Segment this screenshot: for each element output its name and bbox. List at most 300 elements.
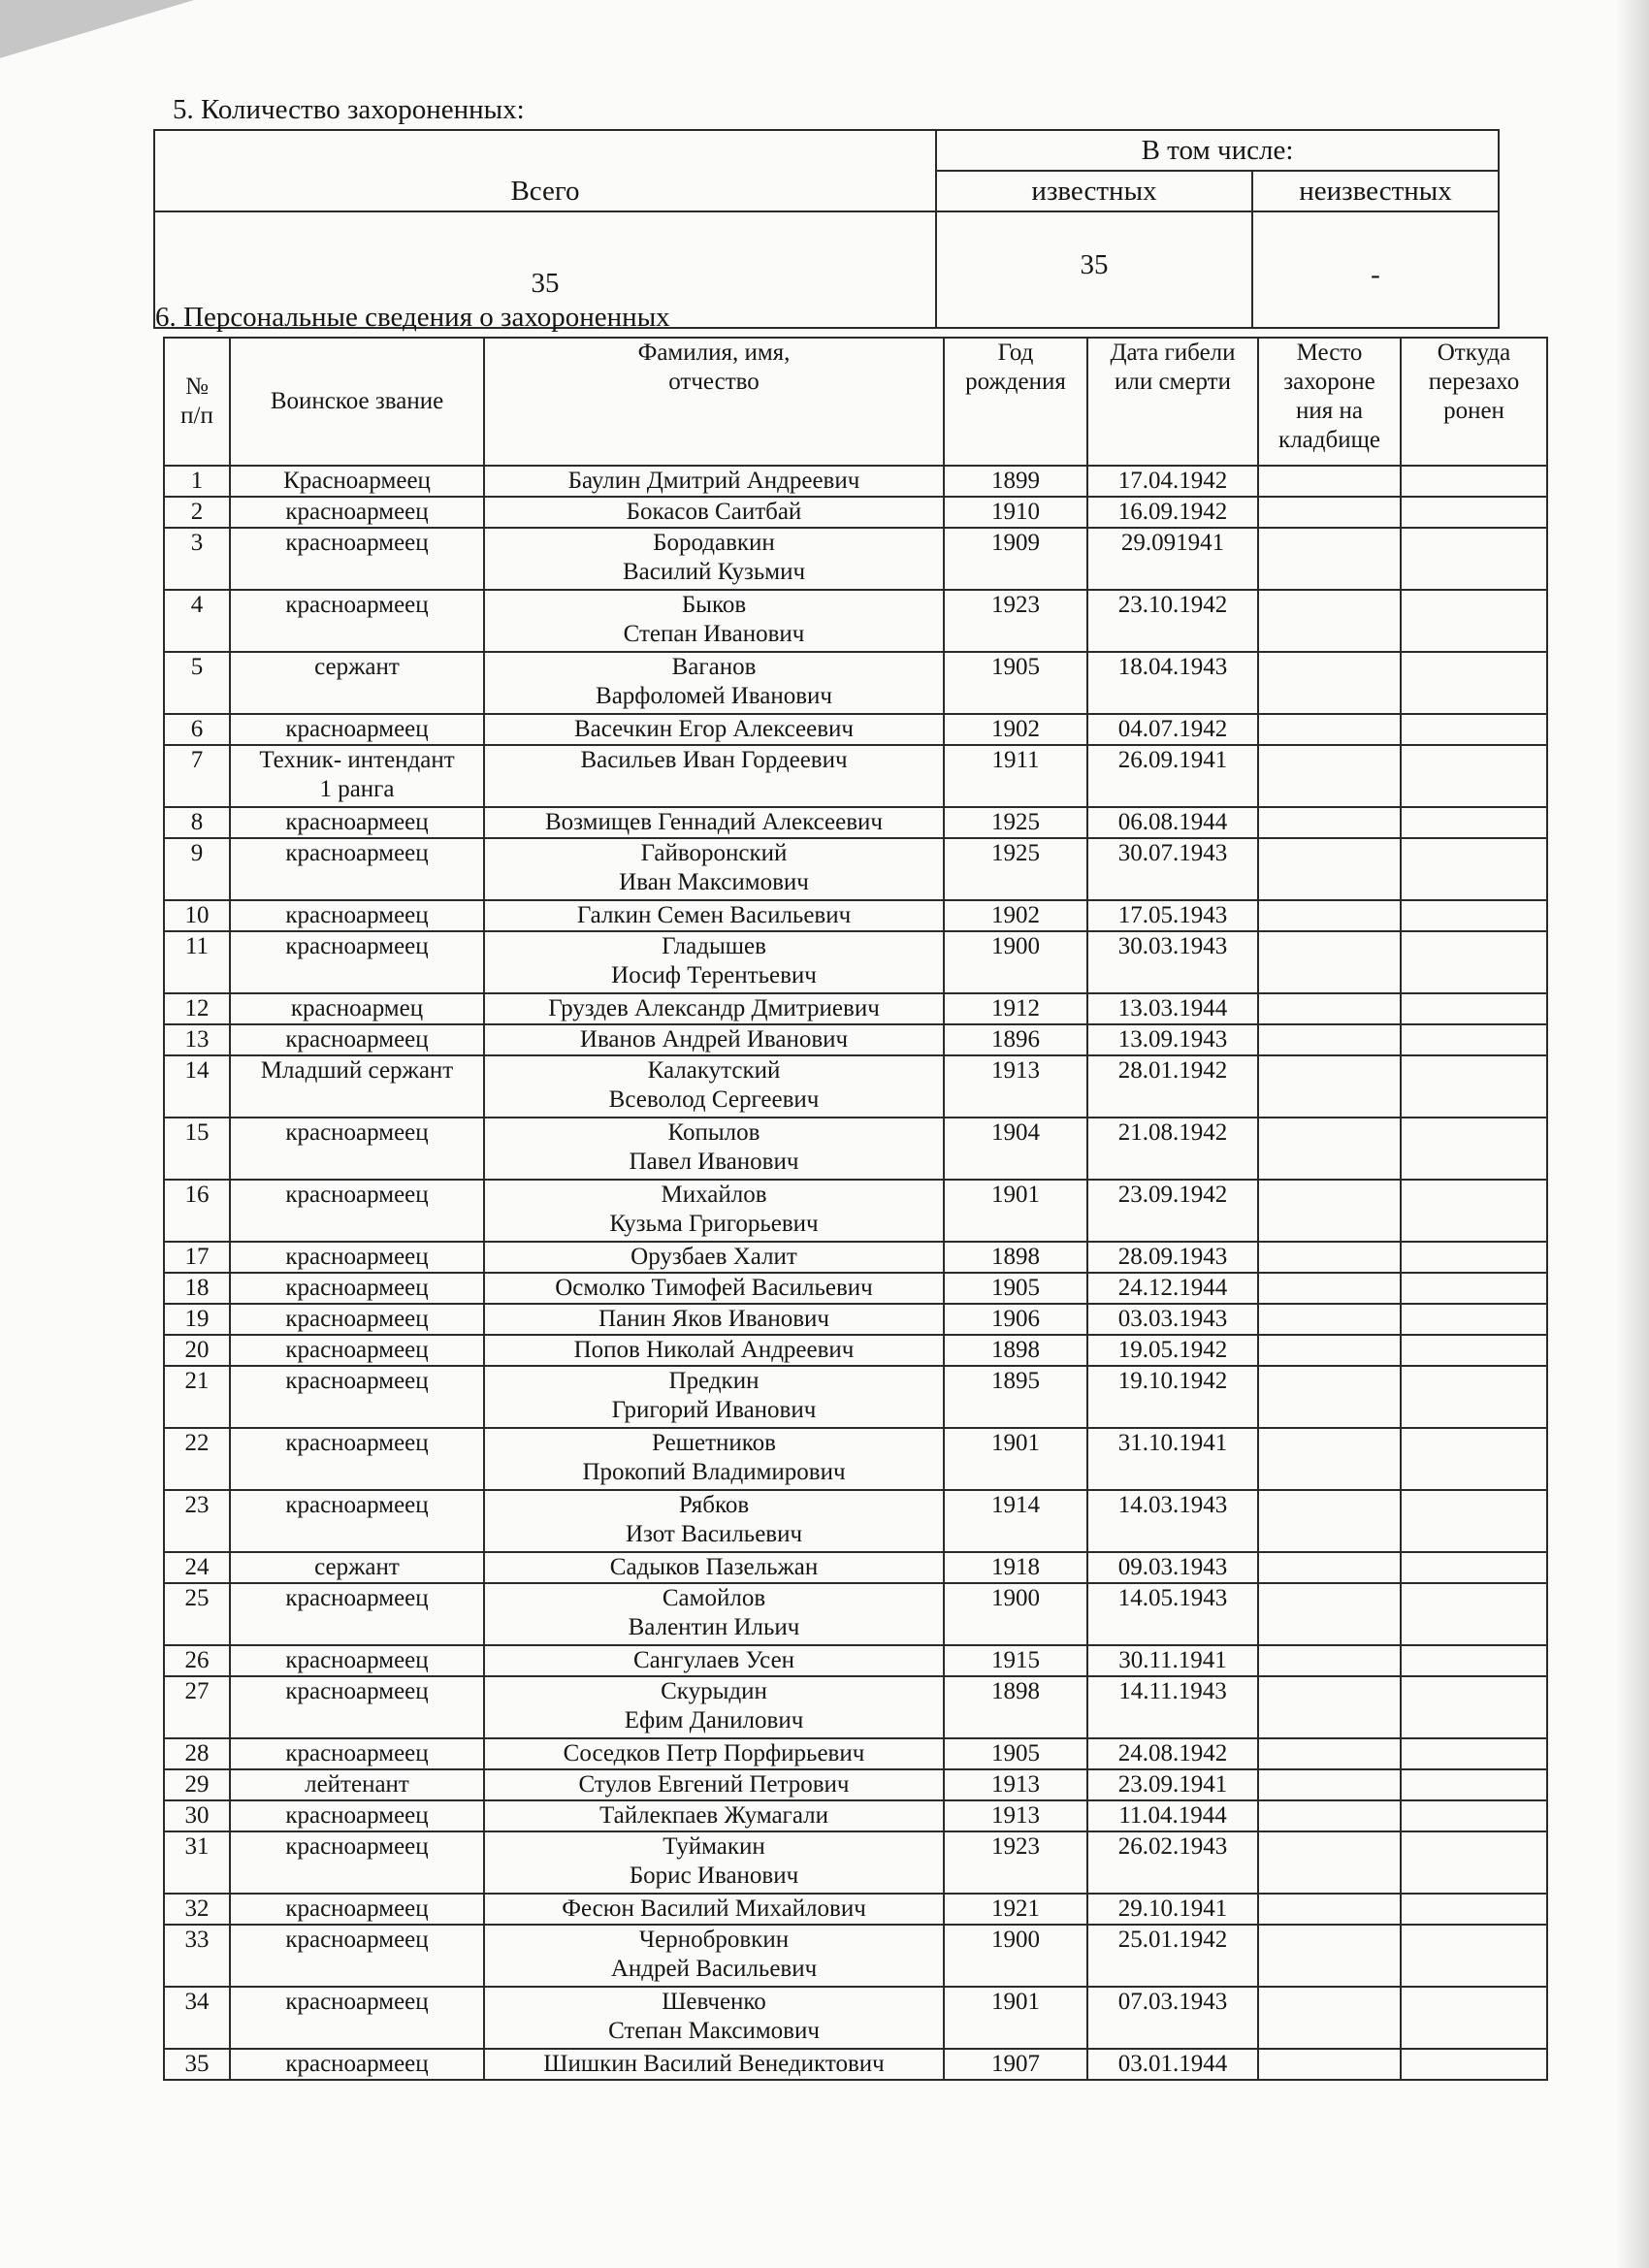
- cell-birth: 1895: [944, 1366, 1087, 1428]
- cell-name: Иванов Андрей Иванович: [484, 1024, 944, 1055]
- cell-birth: 1901: [944, 1987, 1087, 2049]
- table-row: [164, 1490, 1547, 1552]
- cell-from: [1401, 1428, 1547, 1490]
- cell-num: 14: [164, 1055, 230, 1118]
- cell-from: [1401, 1831, 1547, 1894]
- cell-place: [1258, 1583, 1401, 1645]
- cell-rank: красноармеец: [230, 528, 484, 590]
- cell-name: Груздев Александр Дмитриевич: [484, 993, 944, 1024]
- cell-death: 30.07.1943: [1087, 838, 1258, 900]
- cell-num: 33: [164, 1925, 230, 1987]
- cell-birth: 1898: [944, 1242, 1087, 1273]
- cell-from: [1401, 838, 1547, 900]
- cell-death: 04.07.1942: [1087, 714, 1258, 745]
- cell-num: 12: [164, 993, 230, 1024]
- cell-from: [1401, 1987, 1547, 2049]
- table-row: [164, 528, 1547, 590]
- cell-place: [1258, 652, 1401, 714]
- cell-from: [1401, 1273, 1547, 1304]
- table-row: [164, 838, 1547, 900]
- cell-from: [1401, 1925, 1547, 1987]
- col-header-death: Дата гибели или смерти: [1087, 338, 1258, 466]
- cell-place: [1258, 1335, 1401, 1366]
- cell-birth: 1905: [944, 652, 1087, 714]
- cell-num: 15: [164, 1118, 230, 1180]
- cell-from: [1401, 1769, 1547, 1800]
- cell-rank: красноармеец: [230, 1335, 484, 1366]
- table-row: [164, 1055, 1547, 1118]
- table-row: [164, 1894, 1547, 1925]
- cell-num: 34: [164, 1987, 230, 2049]
- cell-rank: красноармеец: [230, 1583, 484, 1645]
- cell-from: [1401, 1304, 1547, 1335]
- cell-num: 23: [164, 1490, 230, 1552]
- cell-name: Шевченко Степан Максимович: [484, 1987, 944, 2049]
- cell-birth: 1911: [944, 745, 1087, 807]
- table-row: [164, 993, 1547, 1024]
- cell-death: 23.10.1942: [1087, 590, 1258, 652]
- cell-name: Гладышев Иосиф Терентьевич: [484, 931, 944, 993]
- cell-death: 19.10.1942: [1087, 1366, 1258, 1428]
- cell-from: [1401, 1055, 1547, 1118]
- cell-num: 5: [164, 652, 230, 714]
- scan-corner-shadow: [0, 0, 194, 58]
- cell-name: Фесюн Василий Михайлович: [484, 1894, 944, 1925]
- cell-death: 29.091941: [1087, 528, 1258, 590]
- cell-place: [1258, 1552, 1401, 1583]
- cell-from: [1401, 1645, 1547, 1676]
- cell-place: [1258, 1024, 1401, 1055]
- cell-rank: красноармеец: [230, 1180, 484, 1242]
- cell-num: 10: [164, 900, 230, 931]
- cell-from: [1401, 1800, 1547, 1831]
- cell-from: [1401, 1676, 1547, 1738]
- cell-name: Садыков Пазельжан: [484, 1552, 944, 1583]
- cell-rank: красноармеец: [230, 1800, 484, 1831]
- cell-from: [1401, 528, 1547, 590]
- cell-name: Васечкин Егор Алексеевич: [484, 714, 944, 745]
- cell-birth: 1901: [944, 1428, 1087, 1490]
- cell-death: 14.11.1943: [1087, 1676, 1258, 1738]
- cell-place: [1258, 1831, 1401, 1894]
- table-row: [164, 1180, 1547, 1242]
- cell-num: 20: [164, 1335, 230, 1366]
- table-row: [164, 1366, 1547, 1428]
- cell-death: 17.05.1943: [1087, 900, 1258, 931]
- cell-rank: красноармеец: [230, 1366, 484, 1428]
- table-row: [164, 1987, 1547, 2049]
- cell-rank: красноармеец: [230, 1925, 484, 1987]
- cell-place: [1258, 1180, 1401, 1242]
- cell-rank: красноармеец: [230, 2049, 484, 2080]
- table-row: [164, 466, 1547, 497]
- cell-birth: 1900: [944, 1583, 1087, 1645]
- cell-place: [1258, 1273, 1401, 1304]
- cell-num: 32: [164, 1894, 230, 1925]
- header-total: Всего: [154, 130, 936, 211]
- cell-from: [1401, 1118, 1547, 1180]
- cell-name: Осмолко Тимофей Васильевич: [484, 1273, 944, 1304]
- cell-rank: красноармеец: [230, 1428, 484, 1490]
- cell-name: Бородавкин Василий Кузьмич: [484, 528, 944, 590]
- cell-birth: 1906: [944, 1304, 1087, 1335]
- cell-place: [1258, 1645, 1401, 1676]
- cell-num: 11: [164, 931, 230, 993]
- cell-place: [1258, 714, 1401, 745]
- cell-num: 26: [164, 1645, 230, 1676]
- section-6-title: 6. Персональные сведения о захороненных: [155, 302, 670, 333]
- table-row: [164, 714, 1547, 745]
- cell-num: 24: [164, 1552, 230, 1583]
- cell-name: Михайлов Кузьма Григорьевич: [484, 1180, 944, 1242]
- cell-place: [1258, 1428, 1401, 1490]
- table-row: [164, 1676, 1547, 1738]
- cell-death: 14.05.1943: [1087, 1583, 1258, 1645]
- cell-place: [1258, 1738, 1401, 1769]
- cell-rank: красноармеец: [230, 1831, 484, 1894]
- table-row: [164, 1769, 1547, 1800]
- cell-birth: 1900: [944, 931, 1087, 993]
- cell-birth: 1900: [944, 1925, 1087, 1987]
- cell-place: [1258, 1118, 1401, 1180]
- cell-rank: лейтенант: [230, 1769, 484, 1800]
- cell-birth: 1905: [944, 1273, 1087, 1304]
- cell-place: [1258, 838, 1401, 900]
- cell-from: [1401, 745, 1547, 807]
- cell-from: [1401, 1024, 1547, 1055]
- cell-name: Калакутский Всеволод Сергеевич: [484, 1055, 944, 1118]
- cell-place: [1258, 1490, 1401, 1552]
- cell-rank: красноармеец: [230, 1304, 484, 1335]
- cell-place: [1258, 2049, 1401, 2080]
- cell-birth: 1913: [944, 1769, 1087, 1800]
- cell-name: Решетников Прокопий Владимирович: [484, 1428, 944, 1490]
- cell-place: [1258, 1987, 1401, 2049]
- cell-birth: 1899: [944, 466, 1087, 497]
- table-row: [164, 807, 1547, 838]
- cell-from: [1401, 1894, 1547, 1925]
- cell-death: 28.01.1942: [1087, 1055, 1258, 1118]
- scan-edge-shadow: [1616, 0, 1649, 2268]
- cell-rank: красноармеец: [230, 1490, 484, 1552]
- cell-from: [1401, 1583, 1547, 1645]
- cell-place: [1258, 1676, 1401, 1738]
- cell-num: 16: [164, 1180, 230, 1242]
- cell-birth: 1909: [944, 528, 1087, 590]
- cell-num: 28: [164, 1738, 230, 1769]
- cell-rank: сержант: [230, 652, 484, 714]
- cell-death: 19.05.1942: [1087, 1335, 1258, 1366]
- cell-death: 03.01.1944: [1087, 2049, 1258, 2080]
- cell-death: 24.12.1944: [1087, 1273, 1258, 1304]
- cell-place: [1258, 745, 1401, 807]
- cell-place: [1258, 1055, 1401, 1118]
- cell-birth: 1914: [944, 1490, 1087, 1552]
- cell-num: 30: [164, 1800, 230, 1831]
- cell-death: 23.09.1942: [1087, 1180, 1258, 1242]
- cell-place: [1258, 466, 1401, 497]
- cell-birth: 1925: [944, 807, 1087, 838]
- cell-death: 06.08.1944: [1087, 807, 1258, 838]
- table-row: [164, 1583, 1547, 1645]
- cell-from: [1401, 466, 1547, 497]
- table-row: [164, 1335, 1547, 1366]
- cell-death: 11.04.1944: [1087, 1800, 1258, 1831]
- cell-name: Сангулаев Усен: [484, 1645, 944, 1676]
- cell-birth: 1913: [944, 1800, 1087, 1831]
- cell-from: [1401, 1490, 1547, 1552]
- cell-rank: сержант: [230, 1552, 484, 1583]
- cell-death: 26.09.1941: [1087, 745, 1258, 807]
- cell-place: [1258, 1800, 1401, 1831]
- cell-death: 31.10.1941: [1087, 1428, 1258, 1490]
- cell-death: 30.03.1943: [1087, 931, 1258, 993]
- cell-name: Шишкин Василий Венедиктович: [484, 2049, 944, 2080]
- cell-birth: 1907: [944, 2049, 1087, 2080]
- cell-num: 7: [164, 745, 230, 807]
- cell-birth: 1918: [944, 1552, 1087, 1583]
- cell-death: 25.01.1942: [1087, 1925, 1258, 1987]
- cell-from: [1401, 497, 1547, 528]
- cell-place: [1258, 993, 1401, 1024]
- cell-rank: красноармеец: [230, 1273, 484, 1304]
- cell-from: [1401, 931, 1547, 993]
- cell-name: Рябков Изот Васильевич: [484, 1490, 944, 1552]
- cell-name: Самойлов Валентин Ильич: [484, 1583, 944, 1645]
- table-row: [164, 1024, 1547, 1055]
- cell-death: 28.09.1943: [1087, 1242, 1258, 1273]
- value-known: 35: [936, 211, 1252, 328]
- cell-num: 25: [164, 1583, 230, 1645]
- table-row: [164, 1428, 1547, 1490]
- cell-num: 9: [164, 838, 230, 900]
- cell-from: [1401, 652, 1547, 714]
- cell-place: [1258, 931, 1401, 993]
- col-header-place: Место захороне ния на кладбище: [1258, 338, 1401, 466]
- cell-name: Стулов Евгений Петрович: [484, 1769, 944, 1800]
- cell-num: 3: [164, 528, 230, 590]
- header-including: В том числе:: [936, 130, 1499, 171]
- cell-num: 31: [164, 1831, 230, 1894]
- cell-birth: 1902: [944, 900, 1087, 931]
- burial-count-table: [153, 129, 1500, 329]
- cell-num: 19: [164, 1304, 230, 1335]
- table-row: [164, 652, 1547, 714]
- cell-death: 13.03.1944: [1087, 993, 1258, 1024]
- cell-place: [1258, 900, 1401, 931]
- cell-death: 13.09.1943: [1087, 1024, 1258, 1055]
- cell-num: 35: [164, 2049, 230, 2080]
- cell-name: Галкин Семен Васильевич: [484, 900, 944, 931]
- cell-rank: красноармеец: [230, 931, 484, 993]
- col-header-rank: Воинское звание: [230, 338, 484, 466]
- cell-death: 26.02.1943: [1087, 1831, 1258, 1894]
- cell-birth: 1915: [944, 1645, 1087, 1676]
- cell-name: Соседков Петр Порфирьевич: [484, 1738, 944, 1769]
- cell-death: 03.03.1943: [1087, 1304, 1258, 1335]
- cell-death: 07.03.1943: [1087, 1987, 1258, 2049]
- cell-rank: красноармеец: [230, 714, 484, 745]
- cell-name: Бокасов Саитбай: [484, 497, 944, 528]
- cell-from: [1401, 900, 1547, 931]
- cell-name: Копылов Павел Иванович: [484, 1118, 944, 1180]
- cell-name: Быков Степан Иванович: [484, 590, 944, 652]
- cell-from: [1401, 807, 1547, 838]
- cell-rank: красноармеец: [230, 497, 484, 528]
- table-row: [164, 1273, 1547, 1304]
- table-row: [164, 590, 1547, 652]
- cell-place: [1258, 528, 1401, 590]
- table-row: [164, 1738, 1547, 1769]
- cell-rank: Техник- интендант 1 ранга: [230, 745, 484, 807]
- cell-name: Скурыдин Ефим Данилович: [484, 1676, 944, 1738]
- cell-from: [1401, 590, 1547, 652]
- cell-birth: 1901: [944, 1180, 1087, 1242]
- cell-rank: красноармеец: [230, 838, 484, 900]
- table-row: [164, 1552, 1547, 1583]
- cell-death: 30.11.1941: [1087, 1645, 1258, 1676]
- cell-place: [1258, 1769, 1401, 1800]
- cell-from: [1401, 1738, 1547, 1769]
- cell-death: 24.08.1942: [1087, 1738, 1258, 1769]
- cell-place: [1258, 1925, 1401, 1987]
- table-row: [164, 1831, 1547, 1894]
- cell-from: [1401, 2049, 1547, 2080]
- cell-place: [1258, 1366, 1401, 1428]
- cell-num: 13: [164, 1024, 230, 1055]
- cell-place: [1258, 497, 1401, 528]
- table-row: [164, 900, 1547, 931]
- table-row: [164, 745, 1547, 807]
- cell-num: 29: [164, 1769, 230, 1800]
- cell-from: [1401, 714, 1547, 745]
- cell-birth: 1898: [944, 1676, 1087, 1738]
- cell-name: Ваганов Варфоломей Иванович: [484, 652, 944, 714]
- cell-place: [1258, 1304, 1401, 1335]
- cell-num: 22: [164, 1428, 230, 1490]
- col-header-num: № п/п: [164, 338, 230, 466]
- personal-data-rows: [164, 466, 1547, 2080]
- cell-num: 2: [164, 497, 230, 528]
- cell-place: [1258, 807, 1401, 838]
- cell-birth: 1898: [944, 1335, 1087, 1366]
- cell-name: Баулин Дмитрий Андреевич: [484, 466, 944, 497]
- cell-rank: красноармеец: [230, 1242, 484, 1273]
- cell-name: Орузбаев Халит: [484, 1242, 944, 1273]
- cell-name: Гайворонский Иван Максимович: [484, 838, 944, 900]
- section-5-title: 5. Количество захороненных:: [173, 94, 525, 125]
- cell-from: [1401, 1180, 1547, 1242]
- cell-name: Васильев Иван Гордеевич: [484, 745, 944, 807]
- personal-data-table: [163, 337, 1548, 2081]
- cell-birth: 1913: [944, 1055, 1087, 1118]
- cell-rank: красноармеец: [230, 1118, 484, 1180]
- cell-death: 21.08.1942: [1087, 1118, 1258, 1180]
- cell-rank: красноармеец: [230, 900, 484, 931]
- cell-birth: 1912: [944, 993, 1087, 1024]
- cell-num: 27: [164, 1676, 230, 1738]
- table-row: [164, 1925, 1547, 1987]
- cell-num: 18: [164, 1273, 230, 1304]
- cell-name: Панин Яков Иванович: [484, 1304, 944, 1335]
- table-row: [164, 1645, 1547, 1676]
- cell-birth: 1910: [944, 497, 1087, 528]
- cell-death: 09.03.1943: [1087, 1552, 1258, 1583]
- table-row: [164, 1242, 1547, 1273]
- cell-rank: красноармеец: [230, 1894, 484, 1925]
- cell-name: Чернобровкин Андрей Васильевич: [484, 1925, 944, 1987]
- table-row: [164, 2049, 1547, 2080]
- cell-num: 1: [164, 466, 230, 497]
- cell-death: 16.09.1942: [1087, 497, 1258, 528]
- cell-death: 18.04.1943: [1087, 652, 1258, 714]
- cell-num: 17: [164, 1242, 230, 1273]
- cell-birth: 1923: [944, 590, 1087, 652]
- cell-rank: Младший сержант: [230, 1055, 484, 1118]
- cell-rank: красноармеец: [230, 590, 484, 652]
- cell-num: 4: [164, 590, 230, 652]
- cell-from: [1401, 1552, 1547, 1583]
- cell-birth: 1904: [944, 1118, 1087, 1180]
- cell-rank: красноармеец: [230, 1738, 484, 1769]
- cell-death: 29.10.1941: [1087, 1894, 1258, 1925]
- cell-rank: красноармеец: [230, 1987, 484, 2049]
- cell-place: [1258, 1894, 1401, 1925]
- cell-name: Предкин Григорий Иванович: [484, 1366, 944, 1428]
- cell-rank: Красноармеец: [230, 466, 484, 497]
- cell-rank: красноармеец: [230, 1024, 484, 1055]
- col-header-birth: Год рождения: [944, 338, 1087, 466]
- cell-num: 8: [164, 807, 230, 838]
- cell-place: [1258, 1242, 1401, 1273]
- cell-place: [1258, 590, 1401, 652]
- value-total: 35: [154, 211, 936, 328]
- cell-death: 17.04.1942: [1087, 466, 1258, 497]
- cell-birth: 1896: [944, 1024, 1087, 1055]
- cell-num: 6: [164, 714, 230, 745]
- cell-rank: красноармеец: [230, 1676, 484, 1738]
- cell-from: [1401, 993, 1547, 1024]
- cell-death: 14.03.1943: [1087, 1490, 1258, 1552]
- table-row: [164, 497, 1547, 528]
- cell-from: [1401, 1366, 1547, 1428]
- cell-birth: 1925: [944, 838, 1087, 900]
- cell-name: Возмищев Геннадий Алексеевич: [484, 807, 944, 838]
- value-unknown: -: [1252, 211, 1499, 328]
- cell-rank: красноармец: [230, 993, 484, 1024]
- col-header-from: Откуда перезахо ронен: [1401, 338, 1547, 466]
- cell-from: [1401, 1242, 1547, 1273]
- cell-name: Тайлекпаев Жумагали: [484, 1800, 944, 1831]
- header-unknown: неизвестных: [1252, 171, 1499, 211]
- cell-death: 23.09.1941: [1087, 1769, 1258, 1800]
- cell-rank: красноармеец: [230, 1645, 484, 1676]
- table-row: [164, 1800, 1547, 1831]
- cell-birth: 1905: [944, 1738, 1087, 1769]
- table-row: [164, 1304, 1547, 1335]
- cell-birth: 1921: [944, 1894, 1087, 1925]
- cell-num: 21: [164, 1366, 230, 1428]
- cell-from: [1401, 1335, 1547, 1366]
- col-header-name: Фамилия, имя, отчество: [484, 338, 944, 466]
- table-row: [164, 1118, 1547, 1180]
- cell-birth: 1902: [944, 714, 1087, 745]
- cell-name: Туймакин Борис Иванович: [484, 1831, 944, 1894]
- cell-name: Попов Николай Андреевич: [484, 1335, 944, 1366]
- table-row: [164, 931, 1547, 993]
- header-known: известных: [936, 171, 1252, 211]
- cell-rank: красноармеец: [230, 807, 484, 838]
